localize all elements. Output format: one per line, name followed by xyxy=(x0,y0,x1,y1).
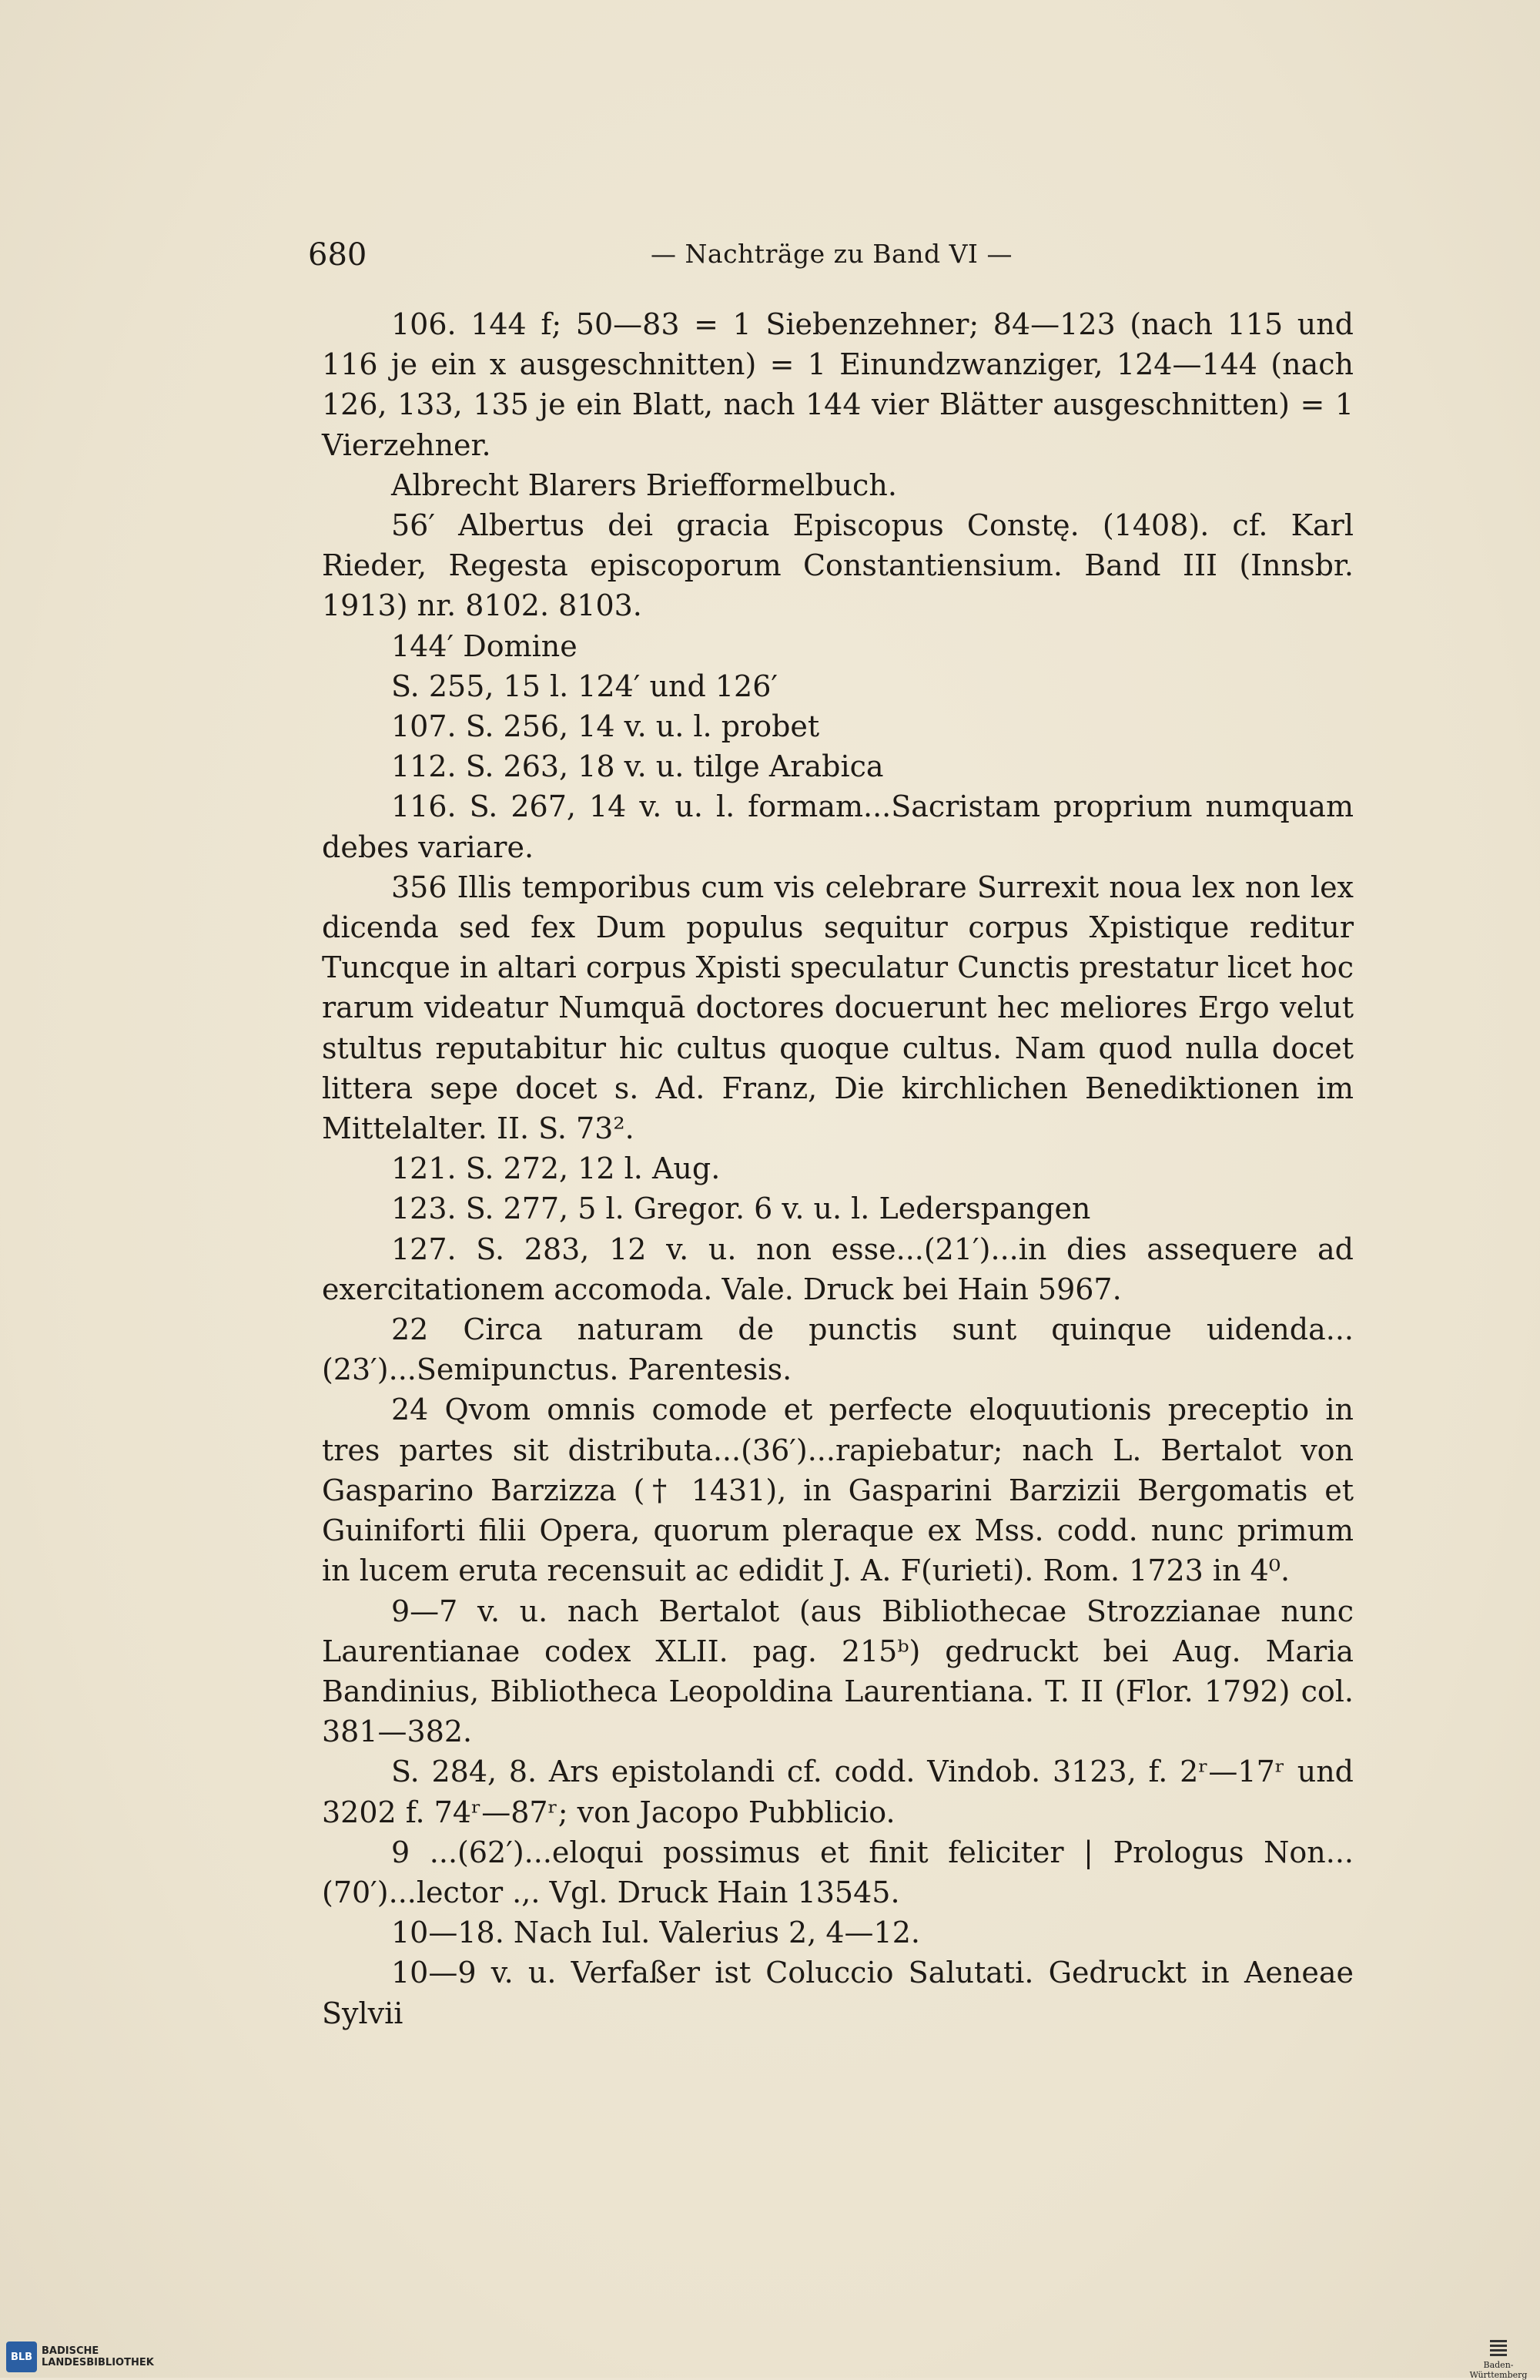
text-entry: 123. S. 277, 5 l. Gregor. 6 v. u. l. Lederspangen xyxy=(391,1192,1091,1226)
text-entry: 56′ Albertus dei gracia Episcopus Constę. (1408). cf. Karl Rieder, Regesta episcoporum Constantiensium. Band III (Innsbr. 1913) nr. 8102. 8103. xyxy=(322,508,1354,623)
text-entry: 9 ...(62′)...eloqui possimus et finit feliciter | Prologus Non... (70′)...lector .,. Vgl. Druck Hain 13545. xyxy=(322,1835,1354,1909)
text-entry: 24 Qvom omnis comode et perfecte eloquutionis preceptio in tres partes sit distributa...(36′)...rapiebatur; nach L. Bertalot von Gasparino Barzizza († 1431), in Gasparini Barzizii Bergomatis et Guiniforti filii Opera, quorum pleraque ex Mss. codd. nunc primum in lucem eruta recensuit ac edidit J. A. F(urieti). Rom. 1723 in 4⁰. xyxy=(322,1393,1354,1588)
library-name-line1: BADISCHE xyxy=(42,2345,99,2357)
page-body xyxy=(322,304,1354,2033)
coat-of-arms-icon xyxy=(1490,2338,1507,2358)
text-entry: 127. S. 283, 12 v. u. non esse...(21′)...in dies assequere ad exercitationem accomoda. Vale. Druck bei Hain 5967. xyxy=(322,1232,1354,1306)
state-label: Baden-Württemberg xyxy=(1469,2360,1528,2380)
text-entry: 22 Circa naturam de punctis sunt quinque uidenda...(23′)...Semipunctus. Parentesis. xyxy=(322,1312,1354,1387)
text-entry: S. 284, 8. Ars epistolandi cf. codd. Vindob. 3123, f. 2ʳ—17ʳ und 3202 f. 74ʳ—87ʳ; von Jacopo Pubblicio. xyxy=(322,1755,1354,1829)
text-entry: S. 255, 15 l. 124′ und 126′ xyxy=(391,669,778,703)
text-entry: 116. S. 267, 14 v. u. l. formam...Sacristam proprium numquam debes variare. xyxy=(322,789,1354,864)
state-emblem-block xyxy=(1466,2338,1531,2380)
text-entry: 121. S. 272, 12 l. Aug. xyxy=(391,1151,721,1186)
text-entry: Albrecht Blarers Briefformelbuch. xyxy=(391,468,897,502)
text-entry: 9—7 v. u. nach Bertalot (aus Bibliothecae Strozzianae nunc Laurentianae codex XLII. pag. 215ᵇ) gedruckt bei Aug. Maria Bandinius, Bibliotheca Leopoldina Laurentiana. T. II (Flor. 1792) col. 381—382. xyxy=(322,1594,1354,1749)
library-name-line2: LANDESBIBLIOTHEK xyxy=(42,2357,154,2368)
library-logo-block xyxy=(6,2341,154,2372)
library-name xyxy=(42,2345,154,2368)
text-entry: 356 Illis temporibus cum vis celebrare Surrexit noua lex non lex dicenda sed fex Dum populus sequitur corpus Xpistique reditur Tuncque in altari corpus Xpisti speculatur Cunctis prestatur licet hoc rarum videatur Numquā doctores docuerunt hec meliores Ergo velut stultus reputabitur hic cultus quoque cultus. Nam quod nulla docet littera sepe docet s. Ad. Franz, Die kirchlichen Benediktionen im Mittelalter. II. S. 73². xyxy=(322,870,1354,1146)
text-entry: 112. S. 263, 18 v. u. tilge Arabica xyxy=(391,749,884,784)
text-entry: 10—9 v. u. Verfaßer ist Coluccio Salutati. Gedruckt in Aeneae Sylvii xyxy=(322,1956,1354,2030)
text-entry: 106. 144 f; 50—83 = 1 Siebenzehner; 84—123 (nach 115 und 116 je ein x ausgeschnitten) = 1 Einundzwanziger, 124—144 (nach 126, 133, 135 je ein Blatt, nach 144 vier Blätter ausgeschnitten) = 1 Vierzehner. xyxy=(322,307,1354,462)
text-entry: 10—18. Nach Iul. Valerius 2, 4—12. xyxy=(391,1916,920,1950)
page-header xyxy=(308,237,1355,283)
blb-logo-icon: BLB xyxy=(6,2341,37,2372)
running-head: — Nachträge zu Band VI — xyxy=(651,239,1013,269)
text-entry: 144′ Domine xyxy=(391,629,578,663)
page-number: 680 xyxy=(308,237,367,273)
text-entry: 107. S. 256, 14 v. u. l. probet xyxy=(391,709,820,744)
